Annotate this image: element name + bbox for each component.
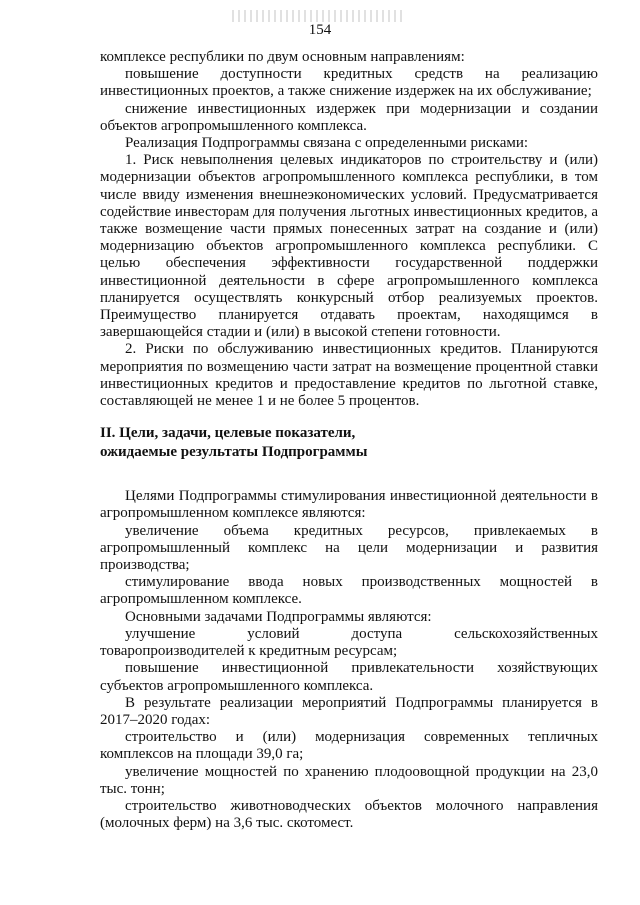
- paragraph: стимулирование ввода новых производственных мощностей в агропромышленном комплексе.: [100, 574, 598, 608]
- section-heading-line2: ожидаемые результаты Подпрограммы: [100, 444, 368, 461]
- paragraph: улучшение условий доступа сельскохозяйственных товаропроизводителей к кредитным ресурсам;: [100, 625, 598, 660]
- paragraph: увеличение мощностей по хранению плодоовощной продукции на 23,0 тыс. тонн;: [100, 763, 598, 797]
- paragraph: Основными задачами Подпрограммы являются:: [125, 608, 432, 625]
- paragraph: строительство животноводческих объектов молочного направления (молочных ферм) на 3,6 тыс. скотомест.: [100, 797, 598, 832]
- paragraph: снижение инвестиционных издержек при модернизации и создании объектов агропромышленного комплекса.: [100, 100, 598, 134]
- paragraph: Реализация Подпрограммы связана с определенными рисками:: [125, 135, 529, 152]
- paragraph: В результате реализации мероприятий Подпрограммы планируется в 2017–2020 годах:: [100, 694, 598, 728]
- document-body: [100, 49, 598, 832]
- paragraph: комплексе республики по двум основным направлениям:: [100, 49, 465, 65]
- paragraph: повышение инвестиционной привлекательности хозяйствующих субъектов агропромышленного комплекса.: [100, 660, 598, 694]
- paragraph: строительство и (или) модернизация современных тепличных комплексов на площади 39,0 га;: [100, 729, 598, 763]
- scan-artifact: [232, 10, 402, 22]
- page-number: 154: [308, 22, 332, 38]
- section-heading: [100, 424, 598, 462]
- paragraph: 2. Риски по обслуживанию инвестиционных кредитов. Планируются мероприятия по возмещению части затрат на возмещение процентной ставки инвестиционных кредитов и предоставление кредитов по льготной ставке, составляющей не менее 1 и не более 5 процентов.: [100, 341, 598, 410]
- paragraph: Целями Подпрограммы стимулирования инвестиционной деятельности в агропромышленном комплексе являются:: [100, 488, 598, 522]
- paragraph: увеличение объема кредитных ресурсов, привлекаемых в агропромышленный комплекс на цели модернизации и развития производства;: [100, 522, 598, 574]
- paragraph: 1. Риск невыполнения целевых индикаторов по строительству и (или) модернизации объектов агропромышленного комплекса республики, в том числе ввиду изменения внешнеэкономических условий. Предусматривается содействие инвесторам для получения льготных инвестиционных кредитов, а также возмещение части прямых понесенных затрат на создание и (или) модернизацию объектов агропромышленного комплекса республики. С целью обеспечения эффективности государственной поддержки инвестиционной деятельности в сфере агропромышленного комплекса планируется осуществлять конкурсный отбор реализуемых проектов. Преимущество планируется отдавать проектам, находящимся в завершающейся стадии и (или) в высокой степени готовности.: [100, 152, 598, 341]
- section-heading-line1: II. Цели, задачи, целевые показатели,: [100, 425, 356, 442]
- paragraph: повышение доступности кредитных средств на реализацию инвестиционных проектов, а также снижение издержек на их обслуживание;: [100, 66, 598, 100]
